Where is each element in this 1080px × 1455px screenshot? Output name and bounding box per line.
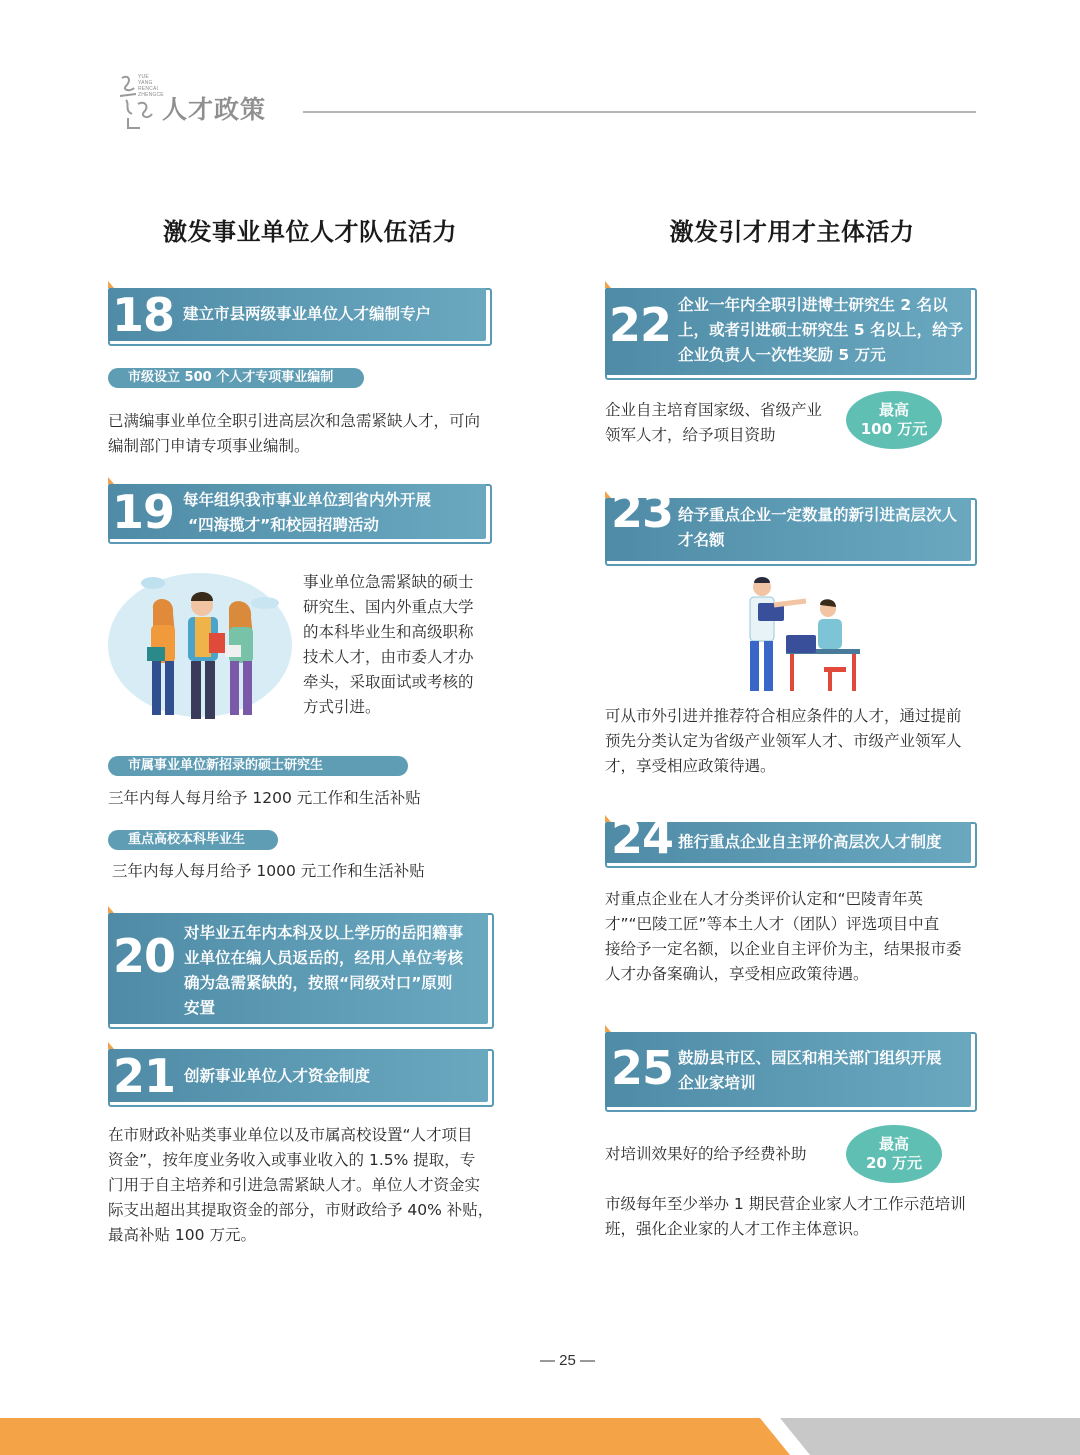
pill-label: 市级设立 500 个人才专项事业编制 — [108, 368, 364, 388]
paragraph-line: 已满编事业单位全职引进高层次和急需紧缺人才，可向 — [108, 412, 481, 430]
policy-text: 才名额 — [678, 531, 725, 549]
paragraph-line: 的本科毕业生和高级职称 — [303, 623, 474, 641]
policy-text: 企业负责人一次性奖励 5 万元 — [678, 346, 886, 364]
policy-text: 业单位在编人员返岳的，经用人单位考核 — [184, 949, 464, 967]
policy-text: “四海揽才”和校园招聘活动 — [188, 516, 379, 534]
footer-stripe — [0, 1418, 1080, 1455]
policy-number: 18 — [112, 288, 175, 342]
policy-text: 建立市县两级事业单位人才编制专户 — [183, 305, 432, 323]
corner-accent — [605, 1025, 611, 1032]
paragraph-line: 研究生、国内外重点大学 — [303, 598, 474, 616]
policy-banner-24 — [605, 810, 977, 868]
paragraph-line: 班，强化企业家的人才工作主体意识。 — [605, 1220, 869, 1238]
paragraph-line: 门用于自主培养和引进急需紧缺人才。单位人才资金实 — [108, 1176, 481, 1194]
paragraph-line: 方式引进。 — [303, 698, 381, 716]
students-illustration — [105, 565, 295, 730]
paragraph-line: 三年内每人每月给予 1000 元工作和生活补贴 — [112, 862, 425, 880]
max-amount-badge — [846, 1125, 942, 1183]
page-number: — 25 — — [539, 1352, 596, 1369]
paragraph-line: 技术人才，由市委人才办 — [303, 648, 474, 666]
corner-accent — [108, 477, 114, 484]
policy-banner-25 — [605, 1032, 977, 1112]
badge-line: 最高 — [878, 401, 909, 419]
paragraph-line: 资金”，按年度业务收入或事业收入的 1.5% 提取，专 — [108, 1151, 476, 1169]
paragraph-line: 在市财政补贴类事业单位以及市属高校设置“人才项目 — [108, 1126, 473, 1144]
policy-text: 推行重点企业自主评价高层次人才制度 — [678, 833, 942, 851]
policy-text: 企业家培训 — [678, 1074, 756, 1092]
paragraph-line: 事业单位急需紧缺的硕士 — [303, 573, 474, 591]
paragraph-line: 际支出超出其提取资金的部分，市财政给予 40% 补贴， — [108, 1201, 494, 1219]
policy-text: 确为急需紧缺的，按照“同级对口”原则 — [184, 974, 453, 992]
policy-number: 20 — [113, 929, 176, 983]
paragraph-line: 领军人才，给予项目资助 — [605, 426, 776, 444]
policy-text: 上，或者引进硕士研究生 5 名以上，给予 — [678, 321, 964, 339]
policy-number: 23 — [611, 484, 674, 538]
paragraph-line: 人才办备案确认，享受相应政策待遇。 — [605, 965, 869, 983]
policy-number: 19 — [112, 485, 175, 539]
corner-accent — [108, 906, 114, 913]
badge-line: 最高 — [878, 1135, 909, 1153]
policy-banner-20 — [108, 913, 494, 1029]
paragraph-line: 预先分类认定为省级产业领军人才、市级产业领军人 — [605, 732, 962, 750]
logo-title: 人才政策 — [162, 95, 267, 124]
max-amount-badge — [846, 391, 942, 449]
policy-banner-21 — [108, 1049, 494, 1107]
policy-text: 鼓励县市区、园区和相关部门组织开展 — [678, 1049, 942, 1067]
paragraph-line: 编制部门申请专项事业编制。 — [108, 437, 310, 455]
paragraph-line: 最高补贴 100 万元。 — [108, 1226, 256, 1244]
policy-text: 企业一年内全职引进博士研究生 2 名以 — [678, 296, 948, 314]
corner-accent — [108, 1042, 114, 1049]
paragraph-line: 才”“巴陵工匠”等本土人才（团队）评选项目中直 — [605, 915, 940, 933]
paragraph-line: 牵头，采取面试或考核的 — [303, 673, 474, 691]
policy-text: 给予重点企业一定数量的新引进高层次人 — [678, 506, 958, 524]
pill-label: 市属事业单位新招录的硕士研究生 — [108, 756, 408, 776]
paragraph-line: 企业自主培育国家级、省级产业 — [605, 401, 823, 419]
policy-banner-19 — [108, 484, 492, 544]
corner-accent — [605, 281, 611, 288]
policy-number: 24 — [611, 810, 674, 864]
policy-text: 创新事业单位人才资金制度 — [184, 1067, 371, 1085]
office-illustration — [728, 575, 868, 695]
policy-text: 对毕业五年内本科及以上学历的岳阳籍事 — [184, 924, 464, 942]
policy-banner-18 — [108, 288, 492, 346]
logo-small-text: YUE YANG RENCAI ZHENGCE — [138, 74, 164, 98]
paragraph-line: 市级每年至少举办 1 期民营企业家人才工作示范培训 — [605, 1195, 966, 1213]
right-column-title: 激发引才用才主体活力 — [669, 218, 915, 246]
policy-banner-22 — [605, 288, 977, 380]
policy-number: 21 — [113, 1049, 176, 1103]
header-divider — [303, 111, 976, 113]
corner-accent — [108, 281, 114, 288]
policy-text: 安置 — [184, 999, 216, 1017]
paragraph-line: 接给予一定名额，以企业自主评价为主，结果报市委 — [605, 940, 962, 958]
paragraph-line: 三年内每人每月给予 1200 元工作和生活补贴 — [108, 789, 421, 807]
left-column-title: 激发事业单位人才队伍活力 — [163, 218, 457, 246]
badge-amount: 100 万元 — [860, 420, 928, 438]
policy-number: 25 — [611, 1041, 674, 1095]
policy-text: 每年组织我市事业单位到省内外开展 — [183, 491, 432, 509]
pill-label: 重点高校本科毕业生 — [108, 830, 278, 850]
policy-banner-23 — [605, 484, 977, 566]
badge-amount: 20 万元 — [865, 1154, 923, 1172]
paragraph-line: 对培训效果好的给予经费补助 — [605, 1145, 807, 1163]
paragraph-line: 才，享受相应政策待遇。 — [605, 757, 776, 775]
paragraph-line: 可从市外引进并推荐符合相应条件的人才，通过提前 — [605, 707, 962, 725]
paragraph-line: 对重点企业在人才分类评价认定和“巴陵青年英 — [605, 890, 924, 908]
policy-number: 22 — [609, 298, 672, 352]
